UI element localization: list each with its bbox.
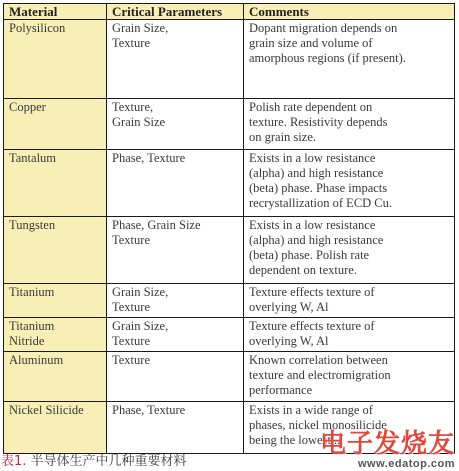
comments-cell: Texture effects texture of overlying W, Al	[244, 318, 455, 352]
material-cell: Aluminum	[4, 352, 107, 402]
caption-text: 半导体生产中几种重要材料	[26, 454, 187, 469]
material-cell: Polysilicon	[4, 20, 107, 99]
parameters-cell: Grain Size, Texture	[107, 318, 244, 352]
material-cell: Nickel Silicide	[4, 402, 107, 454]
material-cell: Tungsten	[4, 217, 107, 284]
comments-cell: Dopant migration depends on grain size and volume of amorphous regions (if present).	[244, 20, 455, 99]
material-cell: Titanium	[4, 284, 107, 318]
comments-cell: Polish rate dependent on texture. Resistivity depends on grain size.	[244, 99, 455, 150]
table-row	[4, 284, 455, 318]
parameters-cell: Phase, Texture	[107, 402, 244, 454]
table-row	[4, 318, 455, 352]
table-row	[4, 217, 455, 284]
parameters-cell: Grain Size, Texture	[107, 284, 244, 318]
comments-cell: Texture effects texture of overlying W, Al	[244, 284, 455, 318]
parameters-cell: Phase, Grain Size Texture	[107, 217, 244, 284]
header-row	[4, 4, 455, 20]
parameters-cell: Texture, Grain Size	[107, 99, 244, 150]
table-caption	[1, 450, 187, 469]
watermark-title: 电子发烧友	[319, 429, 455, 459]
table-row	[4, 20, 455, 99]
materials-table	[3, 3, 455, 454]
table-row	[4, 99, 455, 150]
comments-cell: Exists in a low resistance (alpha) and high resistance (beta) phase. Phase impacts recrystallization of ECD Cu.	[244, 150, 455, 217]
material-cell: Copper	[4, 99, 107, 150]
watermark-logo	[320, 430, 455, 470]
comments-cell: Exists in a wide range of phases, nickel monosilicide being the lowest ...	[244, 402, 455, 454]
header-comments: Comments	[244, 4, 455, 20]
comments-cell: Known correlation between texture and electromigration performance	[244, 352, 455, 402]
caption-label: 表1.	[1, 454, 27, 469]
parameters-cell: Texture	[107, 352, 244, 402]
watermark-url: www.edatop.com	[357, 458, 455, 470]
parameters-cell: Phase, Texture	[107, 150, 244, 217]
material-cell: Titanium Nitride	[4, 318, 107, 352]
table-row	[4, 352, 455, 402]
header-material: Material	[4, 4, 107, 20]
comments-cell: Exists in a low resistance (alpha) and high resistance (beta) phase. Polish rate dependent on texture.	[244, 217, 455, 284]
material-cell: Tantalum	[4, 150, 107, 217]
parameters-cell: Grain Size, Texture	[107, 20, 244, 99]
table-row	[4, 150, 455, 217]
header-critical-parameters: Critical Parameters	[107, 4, 244, 20]
